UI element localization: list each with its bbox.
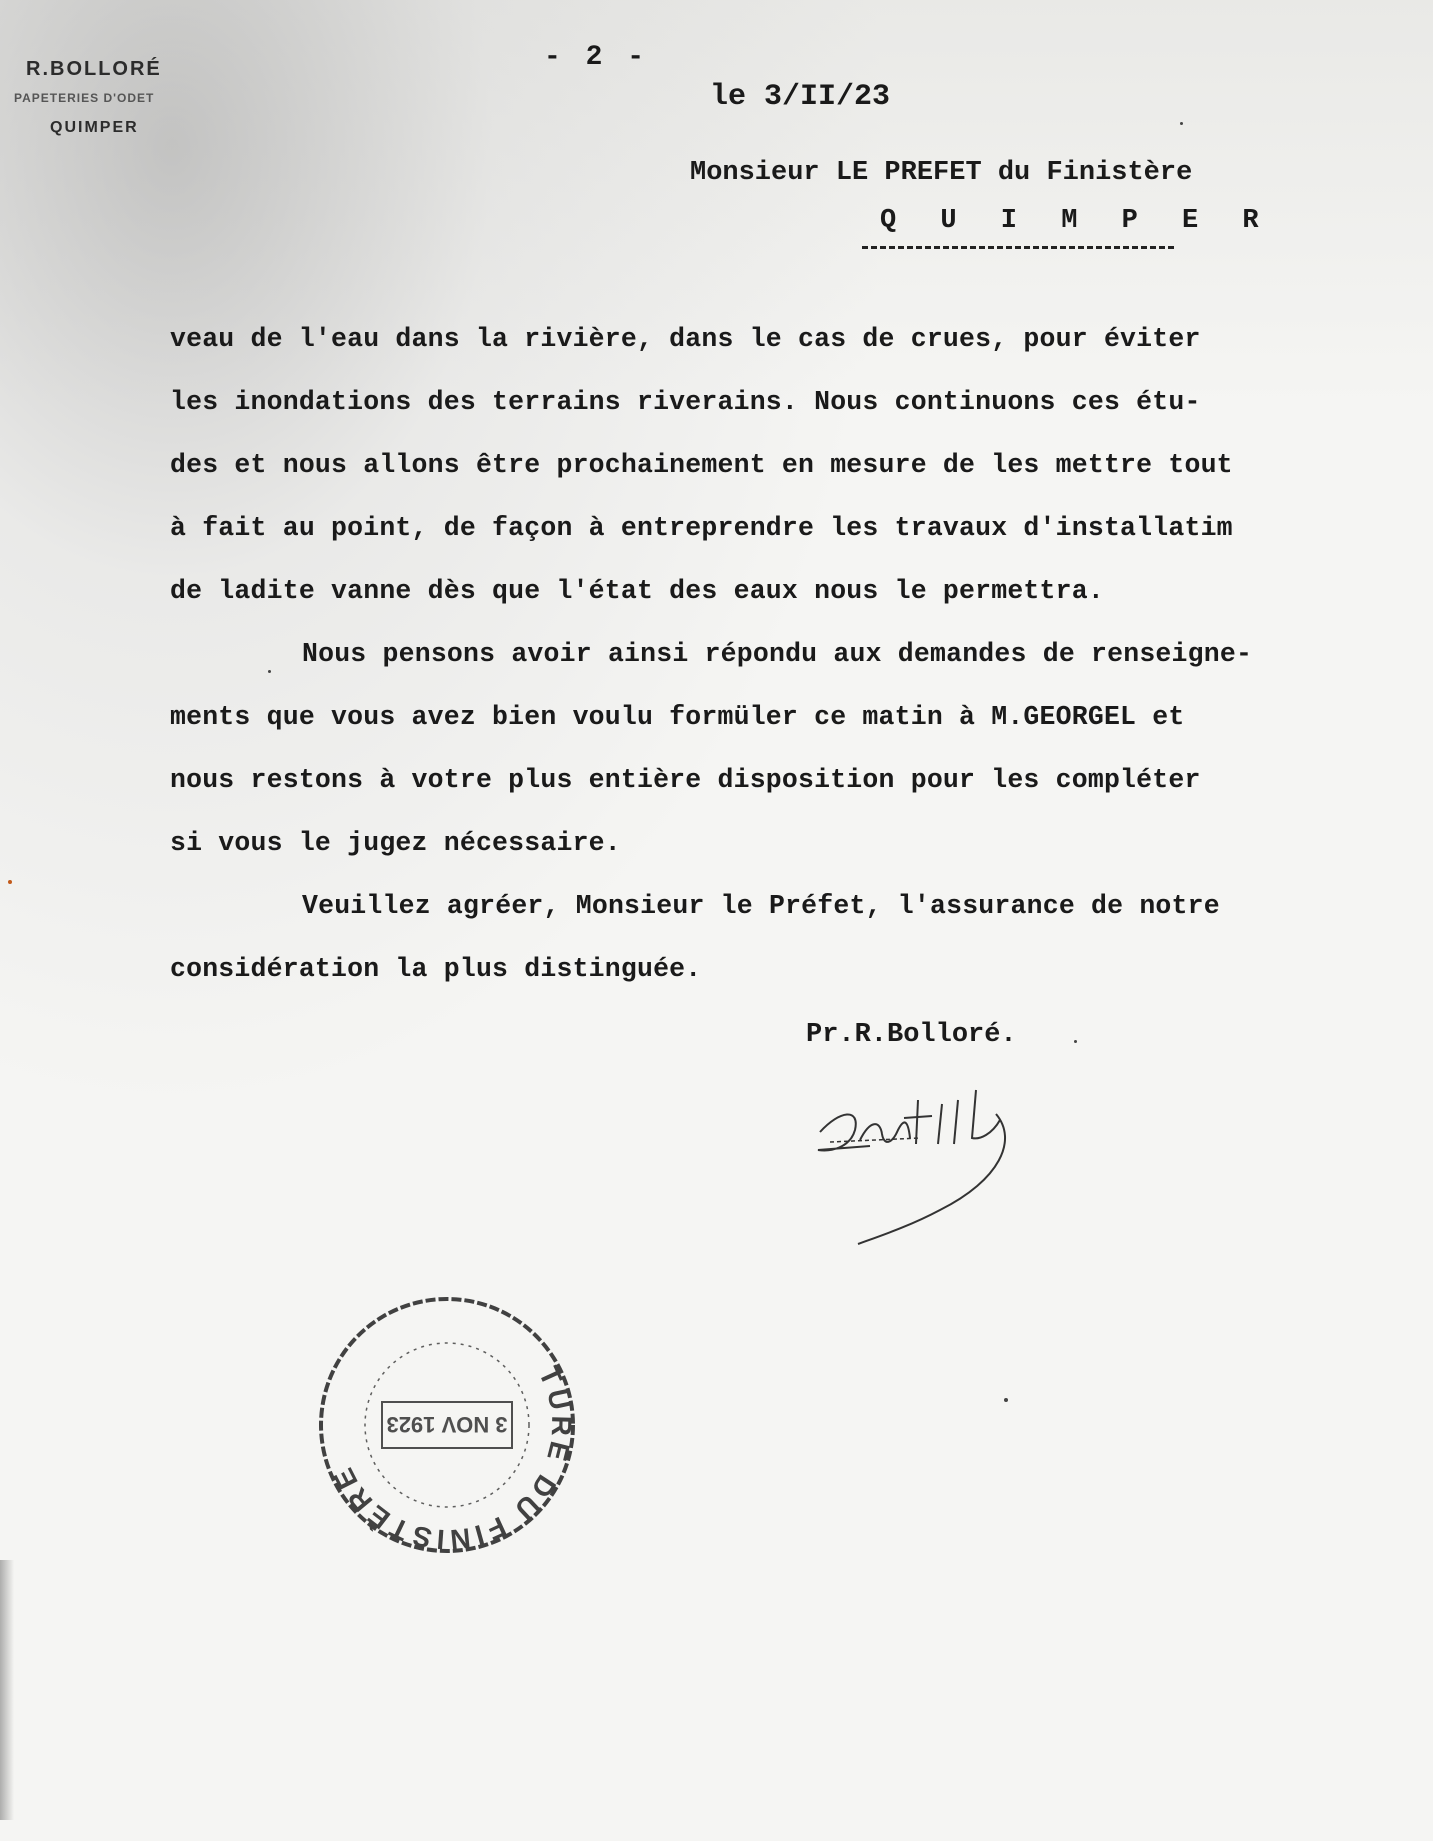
svg-text:TURE DU FINISTÈRE: [325, 1344, 582, 1560]
address-rule: [862, 246, 1174, 249]
letterhead-name: R.BOLLORÉ: [26, 58, 162, 80]
recipient-line: Monsieur LE PREFET du Finistère: [690, 158, 1193, 188]
body-line: si vous le jugez nécessaire.: [170, 828, 621, 858]
letter-date: le 3/II/23: [710, 80, 891, 114]
body-line: les inondations des terrains riverains. Nous continuons ces étu-: [170, 387, 1201, 417]
letterhead-subtitle: PAPETERIES D'ODET: [14, 91, 155, 105]
page-number: - 2 -: [544, 42, 649, 73]
body-line: considération la plus distinguée.: [170, 954, 702, 984]
scan-edge-shadow: [0, 1560, 14, 1820]
letterhead-city: QUIMPER: [50, 119, 139, 136]
body-line: de ladite vanne dès que l'état des eaux nous le permettra.: [170, 576, 1104, 606]
body-line: nous restons à votre plus entière disposition pour les compléter: [170, 765, 1201, 795]
stamp-date: 3 NOV 1923: [386, 1412, 508, 1437]
letter-body: [170, 308, 1410, 1001]
scan-speck: [8, 880, 12, 884]
body-line: ments que vous avez bien voulu formüler ce matin à M.GEORGEL et: [170, 702, 1185, 732]
scan-speck: [1004, 1398, 1008, 1402]
scan-speck: [268, 670, 271, 673]
recipient-city: Q U I M P E R: [880, 206, 1273, 236]
scan-speck: [1180, 122, 1183, 125]
stamp-outer-text: TURE DU FINISTÈRE: [325, 1361, 578, 1556]
body-line: Nous pensons avoir ainsi répondu aux demandes de renseigne-: [302, 639, 1253, 669]
handwritten-signature: [800, 1060, 1100, 1260]
scan-speck: [1074, 1040, 1077, 1043]
body-line: Veuillez agréer, Monsieur le Préfet, l'assurance de notre: [302, 891, 1220, 921]
prefecture-stamp: [312, 1290, 582, 1560]
signatory: Pr.R.Bolloré.: [806, 1020, 1017, 1050]
body-line: des et nous allons être prochainement en mesure de les mettre tout: [170, 450, 1233, 480]
body-line: à fait au point, de façon à entreprendre les travaux d'installatim: [170, 513, 1233, 543]
body-line: veau de l'eau dans la rivière, dans le cas de crues, pour éviter: [170, 324, 1201, 354]
letterhead: [14, 58, 254, 137]
